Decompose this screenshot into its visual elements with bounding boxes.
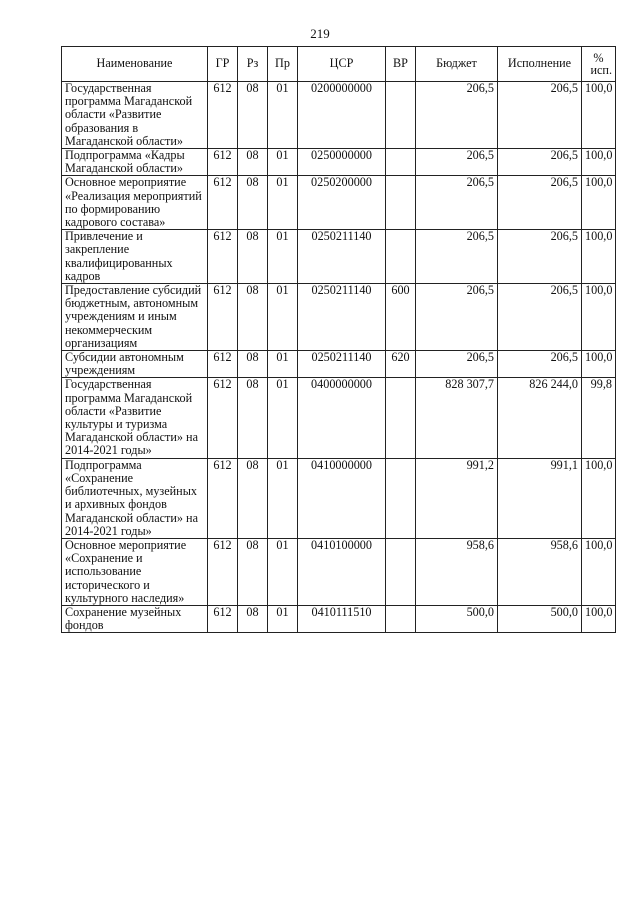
- table-row: [62, 351, 616, 378]
- row-name: Государственная программа Магаданской области «Развитие образования в Магаданской области»: [62, 82, 208, 149]
- row-csr: 0410000000: [298, 458, 386, 538]
- row-rz: 08: [238, 149, 268, 176]
- row-gr: 612: [208, 351, 238, 378]
- row-execution: 206,5: [498, 351, 582, 378]
- row-percent: 100,0: [582, 538, 616, 605]
- table-row: [62, 284, 616, 351]
- row-budget: 206,5: [416, 351, 498, 378]
- row-execution: 206,5: [498, 230, 582, 284]
- table-row: [62, 149, 616, 176]
- row-percent: 100,0: [582, 284, 616, 351]
- row-percent: 100,0: [582, 230, 616, 284]
- row-budget: 206,5: [416, 149, 498, 176]
- row-execution: 958,6: [498, 538, 582, 605]
- header-rz: Рз: [238, 47, 268, 82]
- row-vr: [386, 605, 416, 632]
- row-name: Предоставление субсидий бюджетным, автономным учреждениям и иным некоммерческим организациям: [62, 284, 208, 351]
- row-vr: [386, 230, 416, 284]
- table-row: [62, 605, 616, 632]
- row-pr: 01: [268, 176, 298, 230]
- row-budget: 500,0: [416, 605, 498, 632]
- row-gr: 612: [208, 284, 238, 351]
- row-percent: 100,0: [582, 351, 616, 378]
- row-name: Субсидии автономным учреждениям: [62, 351, 208, 378]
- row-csr: 0410111510: [298, 605, 386, 632]
- row-rz: 08: [238, 605, 268, 632]
- row-pr: 01: [268, 149, 298, 176]
- header-percent-sign: %: [593, 51, 604, 65]
- row-gr: 612: [208, 149, 238, 176]
- row-pr: 01: [268, 605, 298, 632]
- row-execution: 206,5: [498, 149, 582, 176]
- table-row: [62, 230, 616, 284]
- budget-table: [61, 46, 616, 633]
- table-row: [62, 458, 616, 538]
- row-budget: 991,2: [416, 458, 498, 538]
- row-execution: 206,5: [498, 82, 582, 149]
- header-vr: ВР: [386, 47, 416, 82]
- row-gr: 612: [208, 605, 238, 632]
- row-name: Подпрограмма «Кадры Магаданской области»: [62, 149, 208, 176]
- row-budget: 206,5: [416, 176, 498, 230]
- row-rz: 08: [238, 458, 268, 538]
- row-percent: 100,0: [582, 605, 616, 632]
- row-name: Подпрограмма «Сохранение библиотечных, музейных и архивных фондов Магаданской области» на 2014-2021 годы»: [62, 458, 208, 538]
- row-vr: [386, 149, 416, 176]
- row-csr: 0200000000: [298, 82, 386, 149]
- row-percent: 100,0: [582, 82, 616, 149]
- row-rz: 08: [238, 230, 268, 284]
- row-percent: 99,8: [582, 378, 616, 458]
- row-execution: 826 244,0: [498, 378, 582, 458]
- row-pr: 01: [268, 378, 298, 458]
- row-budget: 206,5: [416, 284, 498, 351]
- row-vr: 620: [386, 351, 416, 378]
- row-csr: 0250200000: [298, 176, 386, 230]
- row-pr: 01: [268, 82, 298, 149]
- row-gr: 612: [208, 82, 238, 149]
- row-budget: 206,5: [416, 82, 498, 149]
- row-percent: 100,0: [582, 458, 616, 538]
- row-csr: 0250211140: [298, 351, 386, 378]
- row-gr: 612: [208, 230, 238, 284]
- table-row: [62, 176, 616, 230]
- row-vr: [386, 538, 416, 605]
- row-rz: 08: [238, 82, 268, 149]
- row-budget: 828 307,7: [416, 378, 498, 458]
- row-csr: 0250211140: [298, 284, 386, 351]
- header-percent: [582, 47, 616, 82]
- row-csr: 0250211140: [298, 230, 386, 284]
- row-csr: 0250000000: [298, 149, 386, 176]
- row-gr: 612: [208, 176, 238, 230]
- row-vr: 600: [386, 284, 416, 351]
- row-vr: [386, 176, 416, 230]
- row-name: Основное мероприятие «Сохранение и использование исторического и культурного наследия»: [62, 538, 208, 605]
- row-execution: 206,5: [498, 176, 582, 230]
- row-vr: [386, 378, 416, 458]
- row-execution: 500,0: [498, 605, 582, 632]
- row-rz: 08: [238, 176, 268, 230]
- row-percent: 100,0: [582, 176, 616, 230]
- table-header-row: [62, 47, 616, 82]
- row-gr: 612: [208, 538, 238, 605]
- row-budget: 206,5: [416, 230, 498, 284]
- header-pr: Пр: [268, 47, 298, 82]
- page-number: 219: [310, 26, 330, 41]
- row-name: Сохранение музейных фондов: [62, 605, 208, 632]
- row-name: Основное мероприятие «Реализация мероприятий по формированию кадрового состава»: [62, 176, 208, 230]
- header-budget: Бюджет: [416, 47, 498, 82]
- row-pr: 01: [268, 458, 298, 538]
- row-pr: 01: [268, 351, 298, 378]
- row-rz: 08: [238, 378, 268, 458]
- row-rz: 08: [238, 351, 268, 378]
- row-budget: 958,6: [416, 538, 498, 605]
- row-pr: 01: [268, 538, 298, 605]
- table-row: [62, 378, 616, 458]
- header-gr: ГР: [208, 47, 238, 82]
- row-execution: 991,1: [498, 458, 582, 538]
- header-execution: Исполнение: [498, 47, 582, 82]
- row-csr: 0410100000: [298, 538, 386, 605]
- row-rz: 08: [238, 538, 268, 605]
- row-execution: 206,5: [498, 284, 582, 351]
- header-csr: ЦСР: [298, 47, 386, 82]
- row-vr: [386, 458, 416, 538]
- row-rz: 08: [238, 284, 268, 351]
- row-vr: [386, 82, 416, 149]
- row-pr: 01: [268, 284, 298, 351]
- header-name: Наименование: [62, 47, 208, 82]
- row-csr: 0400000000: [298, 378, 386, 458]
- table-row: [62, 82, 616, 149]
- row-name: Привлечение и закрепление квалифицированных кадров: [62, 230, 208, 284]
- table-row: [62, 538, 616, 605]
- row-percent: 100,0: [582, 149, 616, 176]
- row-name: Государственная программа Магаданской области «Развитие культуры и туризма Магаданской области» на 2014-2021 годы»: [62, 378, 208, 458]
- header-percent-label: исп.: [590, 63, 612, 77]
- row-gr: 612: [208, 378, 238, 458]
- row-pr: 01: [268, 230, 298, 284]
- row-gr: 612: [208, 458, 238, 538]
